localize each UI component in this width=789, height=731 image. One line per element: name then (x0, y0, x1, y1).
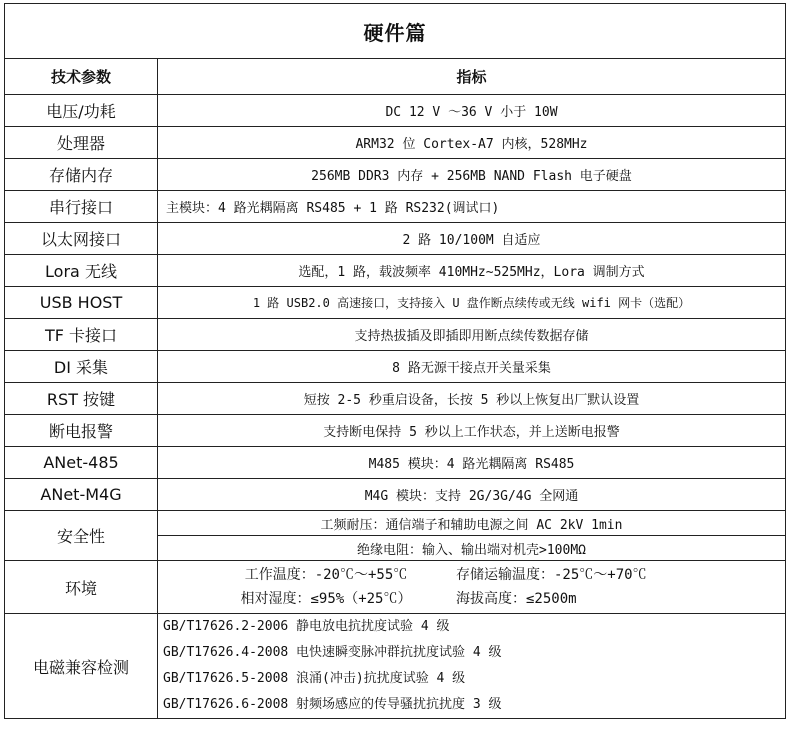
environment-row (5, 561, 786, 614)
table-row (5, 159, 786, 191)
table-row (5, 255, 786, 287)
spec-cell: 短按 2-5 秒重启设备，长按 5 秒以上恢复出厂默认设置 (158, 383, 786, 415)
param-cell: 处理器 (5, 127, 158, 159)
spec-cell: 256MB DDR3 内存 + 256MB NAND Flash 电子硬盘 (158, 159, 786, 191)
spec-cell: M4G 模块：支持 2G/3G/4G 全网通 (158, 479, 786, 511)
spec-cell: DC 12 V ～36 V 小于 10W (158, 95, 786, 127)
param-cell: 存储内存 (5, 159, 158, 191)
param-cell: 以太网接口 (5, 223, 158, 255)
param-cell-emc: 电磁兼容检测 (5, 614, 158, 719)
safety-voltage-spec: 工频耐压：通信端子和辅助电源之间 AC 2kV 1min (158, 511, 786, 536)
environment-line (158, 563, 785, 587)
environment-spec (158, 561, 786, 614)
param-cell: USB HOST (5, 287, 158, 319)
hardware-spec-sheet (4, 3, 785, 719)
spec-cell: 支持热拔插及即插即用断点续传数据存储 (158, 319, 786, 351)
param-cell: ANet-M4G (5, 479, 158, 511)
spec-cell: ARM32 位 Cortex-A7 内核，528MHz (158, 127, 786, 159)
table-row (5, 223, 786, 255)
table-title: 硬件篇 (5, 4, 786, 59)
table-row (5, 479, 786, 511)
spec-cell: M485 模块：4 路光耦隔离 RS485 (158, 447, 786, 479)
emc-standard: GB/T17626.4-2008 电快速瞬变脉冲群抗扰度试验 4 级 (163, 645, 502, 660)
param-cell-environment: 环境 (5, 561, 158, 614)
spec-cell: 支持断电保持 5 秒以上工作状态，并上送断电报警 (158, 415, 786, 447)
table-row (5, 447, 786, 479)
header-row (5, 59, 786, 95)
table-row (5, 383, 786, 415)
spec-cell: 主模块：4 路光耦隔离 RS485 + 1 路 RS232(调试口) (158, 191, 786, 223)
title-row (5, 4, 786, 59)
table-row (5, 319, 786, 351)
altitude: 海拔高度：≤2500m (456, 591, 577, 607)
param-cell-safety: 安全性 (5, 511, 158, 561)
param-cell: ANet-485 (5, 447, 158, 479)
table-row (5, 127, 786, 159)
table-row (5, 351, 786, 383)
table-row (5, 415, 786, 447)
safety-insulation-spec: 绝缘电阻：输入、输出端对机壳>100MΩ (158, 536, 786, 561)
param-cell: 断电报警 (5, 415, 158, 447)
param-cell: 电压/功耗 (5, 95, 158, 127)
emc-standard: GB/T17626.5-2008 浪涌(冲击)抗扰度试验 4 级 (163, 671, 466, 686)
header-spec: 指标 (158, 59, 786, 95)
emc-spec (158, 614, 786, 719)
emc-standard: GB/T17626.6-2008 射频场感应的传导骚扰抗扰度 3 级 (163, 697, 502, 712)
param-cell: 串行接口 (5, 191, 158, 223)
param-cell: TF 卡接口 (5, 319, 158, 351)
spec-cell: 选配，1 路，载波频率 410MHz~525MHz，Lora 调制方式 (158, 255, 786, 287)
table-row (5, 287, 786, 319)
table-row (5, 95, 786, 127)
table-row (5, 191, 786, 223)
spec-table (4, 3, 786, 719)
header-param: 技术参数 (5, 59, 158, 95)
environment-line (158, 587, 785, 611)
param-cell: Lora 无线 (5, 255, 158, 287)
operating-temp: 工作温度：-20℃～+55℃ (244, 567, 408, 583)
emc-standard: GB/T17626.2-2006 静电放电抗扰度试验 4 级 (163, 619, 450, 634)
safety-row (5, 511, 786, 536)
spec-cell: 8 路无源干接点开关量采集 (158, 351, 786, 383)
spec-cell: 1 路 USB2.0 高速接口，支持接入 U 盘作断点续传或无线 wifi 网卡（选配） (158, 287, 786, 319)
emc-row (5, 614, 786, 719)
storage-temp: 存储运输温度：-25℃～+70℃ (456, 567, 647, 583)
param-cell: DI 采集 (5, 351, 158, 383)
spec-cell: 2 路 10/100M 自适应 (158, 223, 786, 255)
humidity: 相对湿度：≤95%（+25℃） (240, 591, 412, 607)
param-cell: RST 按键 (5, 383, 158, 415)
